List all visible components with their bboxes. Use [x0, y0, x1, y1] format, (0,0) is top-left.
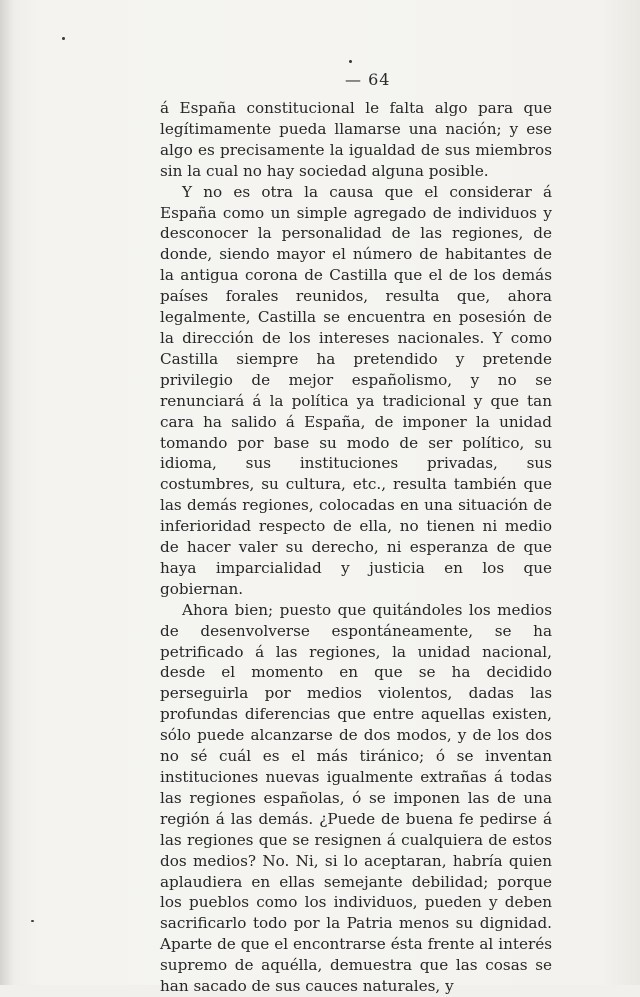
- binding-shadow: [0, 0, 14, 985]
- paragraph: Y no es otra la causa que el considerar á España como un simple agregado de individuos y desconocer la personalidad de las regiones, de donde, siendo mayor el número de habitantes de la antigua corona de Castilla que el de los demás países forales reunidos, resulta que, ahora legalmente, Castilla se encuentra en posesión de la dirección de los intereses nacionales. Y como Castilla siempre ha pretendido y pretende privilegio de mejor españolismo, y no se renunciará á la política ya tradicional y que tan cara ha salido á España, de imponer la unidad tomando por base su modo de ser político, su idioma, sus instituciones privadas, sus costumbres, su cultura, etc., resulta también que las demás regiones, colocadas en una situación de inferioridad respecto de ella, no tienen ni medio de hacer valer su derecho, ni esperanza de que haya imparcialidad y justicia en los que gobiernan.: [160, 182, 552, 598]
- paragraph: Ahora bien; puesto que quitándoles los medios de desenvolverse espontáneamente, se ha petrificado á las regiones, la unidad nacional, desde el momento en que se ha decidido perseguirla por medios violentos, dadas las profundas diferencias que entre aquellas existen, sólo puede alcanzarse de dos modos, y de los dos no sé cuál es el más tiránico; ó se inventan instituciones nuevas igualmente extrañas á todas las regiones españolas, ó se imponen las de una región á las demás. ¿Puede de buena fe pedirse á las regiones que se resignen á cualquiera de estos dos medios? No. Ni, si lo aceptaran, habría quien aplaudiera en ellas semejante debilidad; porque los pueblos como los individuos, pueden y deben sacrificarlo todo por la Patria menos su dignidad. Aparte de que el encontrarse ésta frente al interés supremo de aquélla, demuestra que las cosas se han sacado de sus cauces naturales, y: [160, 600, 552, 996]
- ink-speck: [31, 920, 34, 922]
- page-number: — 64: [345, 70, 391, 89]
- ink-speck: [62, 37, 65, 40]
- body-text: [160, 98, 552, 997]
- ink-speck: [349, 60, 352, 63]
- paragraph: á España constitucional le falta algo para que legítimamente pueda llamarse una nación; y ese algo es precisamente la igualdad de sus miembros sin la cual no hay sociedad alguna posible.: [160, 99, 552, 180]
